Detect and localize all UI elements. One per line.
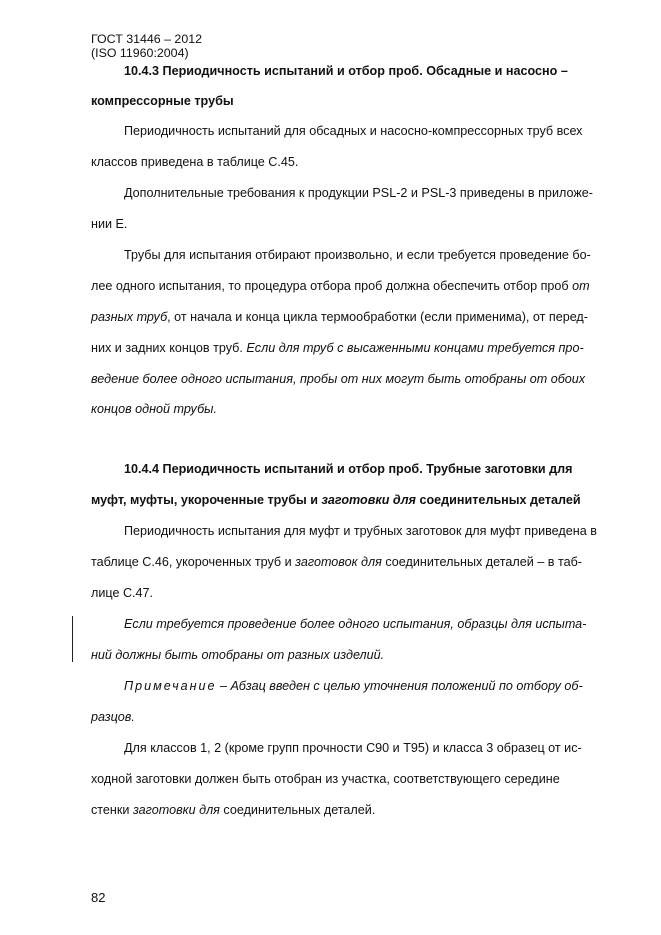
section-10-4-4-heading-line2 xyxy=(91,493,581,507)
paragraph-line: концов одной трубы. xyxy=(91,402,217,416)
text-run: , от начала и конца цикла термообработки (если применима), от перед- xyxy=(167,310,588,324)
text-run: соединительных деталей xyxy=(415,493,581,507)
paragraph-line: нии Е. xyxy=(91,217,128,231)
paragraph-line xyxy=(91,279,590,293)
italic-text: заготовки для xyxy=(321,493,416,507)
text-run: лее одного испытания, то процедура отбора проб должна обеспечить отбор проб xyxy=(91,279,573,293)
text-run: муфт, муфты, укороченные трубы и xyxy=(91,493,322,507)
paragraph-line: Периодичность испытаний для обсадных и насосно-компрессорных труб всех xyxy=(124,124,583,138)
paragraph-line: ведение более одного испытания, пробы от них могут быть отобраны от обоих xyxy=(91,372,586,386)
text-run: соединительных деталей – в таб- xyxy=(381,555,582,569)
text-run: стенки xyxy=(91,803,133,817)
paragraph-line: ний должны быть отобраны от разных изделий. xyxy=(91,648,385,662)
paragraph-line: Периодичность испытания для муфт и трубных заготовок для муфт приведена в xyxy=(124,524,597,538)
note-line xyxy=(124,679,583,693)
paragraph-line xyxy=(91,341,584,355)
paragraph-line: классов приведена в таблице С.45. xyxy=(91,155,299,169)
italic-text: Если для труб с высаженными концами требуется про- xyxy=(246,341,584,355)
standard-number: ГОСТ 31446 – 2012 xyxy=(91,32,202,46)
page-number: 82 xyxy=(91,890,106,905)
text-run: таблице С.46, укороченных труб и xyxy=(91,555,296,569)
note-label: Примечание xyxy=(124,679,217,693)
paragraph-line xyxy=(91,803,375,817)
note-line: разцов. xyxy=(91,710,135,724)
change-bar xyxy=(72,616,73,662)
section-10-4-3-heading-line1: 10.4.3 Периодичность испытаний и отбор проб. Обсадные и насосно – xyxy=(124,64,568,78)
section-10-4-3-heading-line2: компрессорные трубы xyxy=(91,94,234,108)
italic-text: от xyxy=(572,279,590,293)
paragraph-line: Если требуется проведение более одного испытания, образцы для испыта- xyxy=(124,617,587,631)
section-10-4-4-heading-line1: 10.4.4 Периодичность испытаний и отбор проб. Трубные заготовки для xyxy=(124,462,573,476)
iso-reference: (ISO 11960:2004) xyxy=(91,46,189,60)
paragraph-line: ходной заготовки должен быть отобран из участка, соответствующего середине xyxy=(91,772,560,786)
italic-text: заготовки для xyxy=(132,803,220,817)
paragraph-line: лице С.47. xyxy=(91,586,154,600)
text-run: них и задних концов труб. xyxy=(91,341,247,355)
paragraph-line xyxy=(91,310,588,324)
italic-text: заготовок для xyxy=(295,555,382,569)
paragraph-line: Трубы для испытания отбирают произвольно, и если требуется проведение бо- xyxy=(124,248,591,262)
text-run: – Абзац введен с целью уточнения положений по отбору об- xyxy=(216,679,583,693)
text-run: соединительных деталей. xyxy=(219,803,376,817)
italic-text: разных труб xyxy=(91,310,168,324)
paragraph-line: Для классов 1, 2 (кроме групп прочности С90 и Т95) и класса 3 образец от ис- xyxy=(124,741,582,755)
paragraph-line: Дополнительные требования к продукции PSL-2 и PSL-3 приведены в приложе- xyxy=(124,186,593,200)
paragraph-line xyxy=(91,555,582,569)
